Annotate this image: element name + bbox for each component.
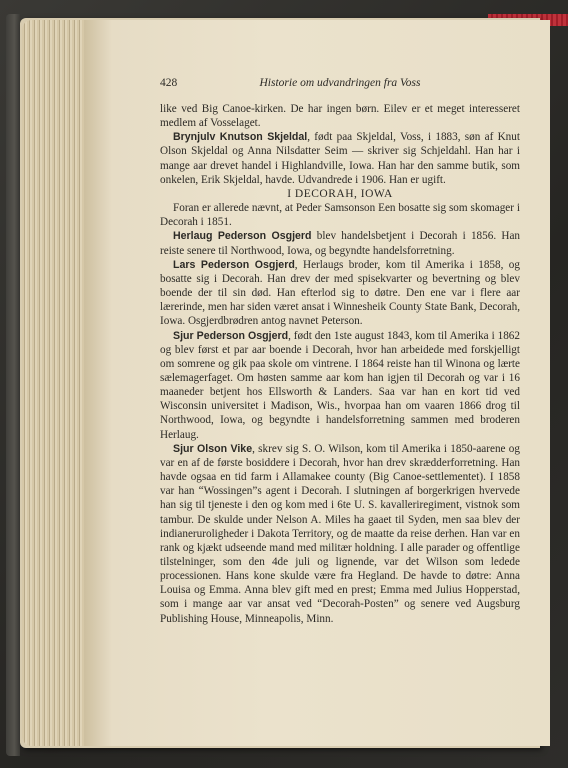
paragraph-text: Foran er allerede nævnt, at Peder Samsonson Een bosatte sig som skomager i Decorah i 1851. bbox=[160, 202, 520, 229]
person-name: Herlaug Pederson Osgjerd bbox=[173, 230, 312, 243]
paragraph bbox=[160, 201, 520, 229]
person-name: Brynjulv Knutson Skjeldal bbox=[173, 131, 308, 144]
paragraph-text: , Herlaugs broder, kom til Amerika i 1858, og bosatte sig i Decorah. Han drev der med spisekvarter og bevertning og blev boende der til sin død. Han efterlod sig to døtre. Den ene var i flere aar lærerinde, men har siden været ansat i Winnesheik County State Bank, Decorah, Iowa. Osgjerdbrødren antog navnet Peterson. bbox=[160, 258, 520, 328]
book-spine-edge bbox=[6, 14, 20, 756]
entry-paragraph bbox=[160, 258, 520, 329]
section-heading: I DECORAH, IOWA bbox=[287, 187, 393, 200]
paragraph-text: like ved Big Canoe-kirken. De har ingen børn. Eilev er et meget interesseret medlem af Vosselaget. bbox=[160, 103, 520, 130]
entry-paragraph bbox=[160, 329, 520, 442]
person-name: Lars Pederson Osgjerd bbox=[173, 258, 295, 271]
entry-paragraph bbox=[160, 130, 520, 187]
person-name: Sjur Olson Vike bbox=[173, 442, 253, 455]
page-edges bbox=[22, 20, 88, 746]
entry-paragraph bbox=[160, 442, 520, 626]
paragraph bbox=[160, 102, 520, 130]
page-header bbox=[160, 76, 520, 90]
paragraph-text: blev handelsbetjent i Decorah i 1856. Han reiste senere til Northwood, Iowa, og begyndte handelsforretning. bbox=[160, 230, 521, 257]
paragraph-text: , født paa Skjeldal, Voss, i 1883, søn af Knut Olson Skjeldal og Anna Nilsdatter Seim — skriver sig Schjeldahl. Han har i mange aar drevet handel i Highlandville, Iowa. Han har den samme butik, som onkelen, Erik Skjeldal, havde. Udvandrede i 1906. Han er ugift. bbox=[160, 131, 520, 186]
running-title: Historie om udvandringen fra Voss bbox=[259, 77, 421, 89]
person-name: Sjur Pederson Osgjerd bbox=[173, 329, 289, 342]
book-page bbox=[84, 20, 550, 746]
page-content bbox=[160, 76, 520, 626]
page-number: 428 bbox=[160, 77, 178, 89]
paragraph-text: , født den 1ste august 1843, kom til Amerika i 1862 og blev først et par aar boende i Decorah, hvor han arbeidede med forskjelligt om somrene og gik paa skole om vintrene. I 1864 reiste han til Winona og lærte sælemagerfaget. Om høsten samme aar kom han igjen til Decorah og var i 16 maaneder betjent hos Ellsworth & Landers. Saa var han en kort tid ved Wisconsin universitet i Madison, Wis., hvorpaa han om vaaren 1866 drog til Northwood, Iowa, og begyndte i handelsforretning sammen med broderen Herlaug. bbox=[160, 329, 520, 441]
entry-paragraph bbox=[160, 229, 520, 257]
paragraph-text: , skrev sig S. O. Wilson, kom til Amerika i 1850-aarene og var en af de første bosiddere i Decorah, hvor han drev skrædderforretning. Han havde ogsaa en tid farm i Allamakee county (Big Canoe-settlementet). I 1858 var han “Wossingen”s agent i Decorah. I slutningen af borgerkrigen hvervede han sig til tjeneste i den og kom med i 6te U. S. kavalleriregiment, vistnok som tambur. De skulde under Nelson A. Miles ha gaaet til Syden, men saa blev der indianeruroligheder i Dakota Territory, og de maatte da reise derhen. Han var en rank og kjækt udseende mand med militær holdning. I alle parader og offentlige tilstelninger, som den 4de juli og lignende, var det Wilson som ledede processionen. Hans kone skulde være fra Hegland. De havde to døtre: Anna Louisa og Emma. Anna blev gift med en prest; Emma med Julius Hopperstad, som i mange aar var ansat ved “Decorah-Posten” og senere ved Augsburg Publishing House, Minneapolis, Minn. bbox=[160, 442, 520, 625]
